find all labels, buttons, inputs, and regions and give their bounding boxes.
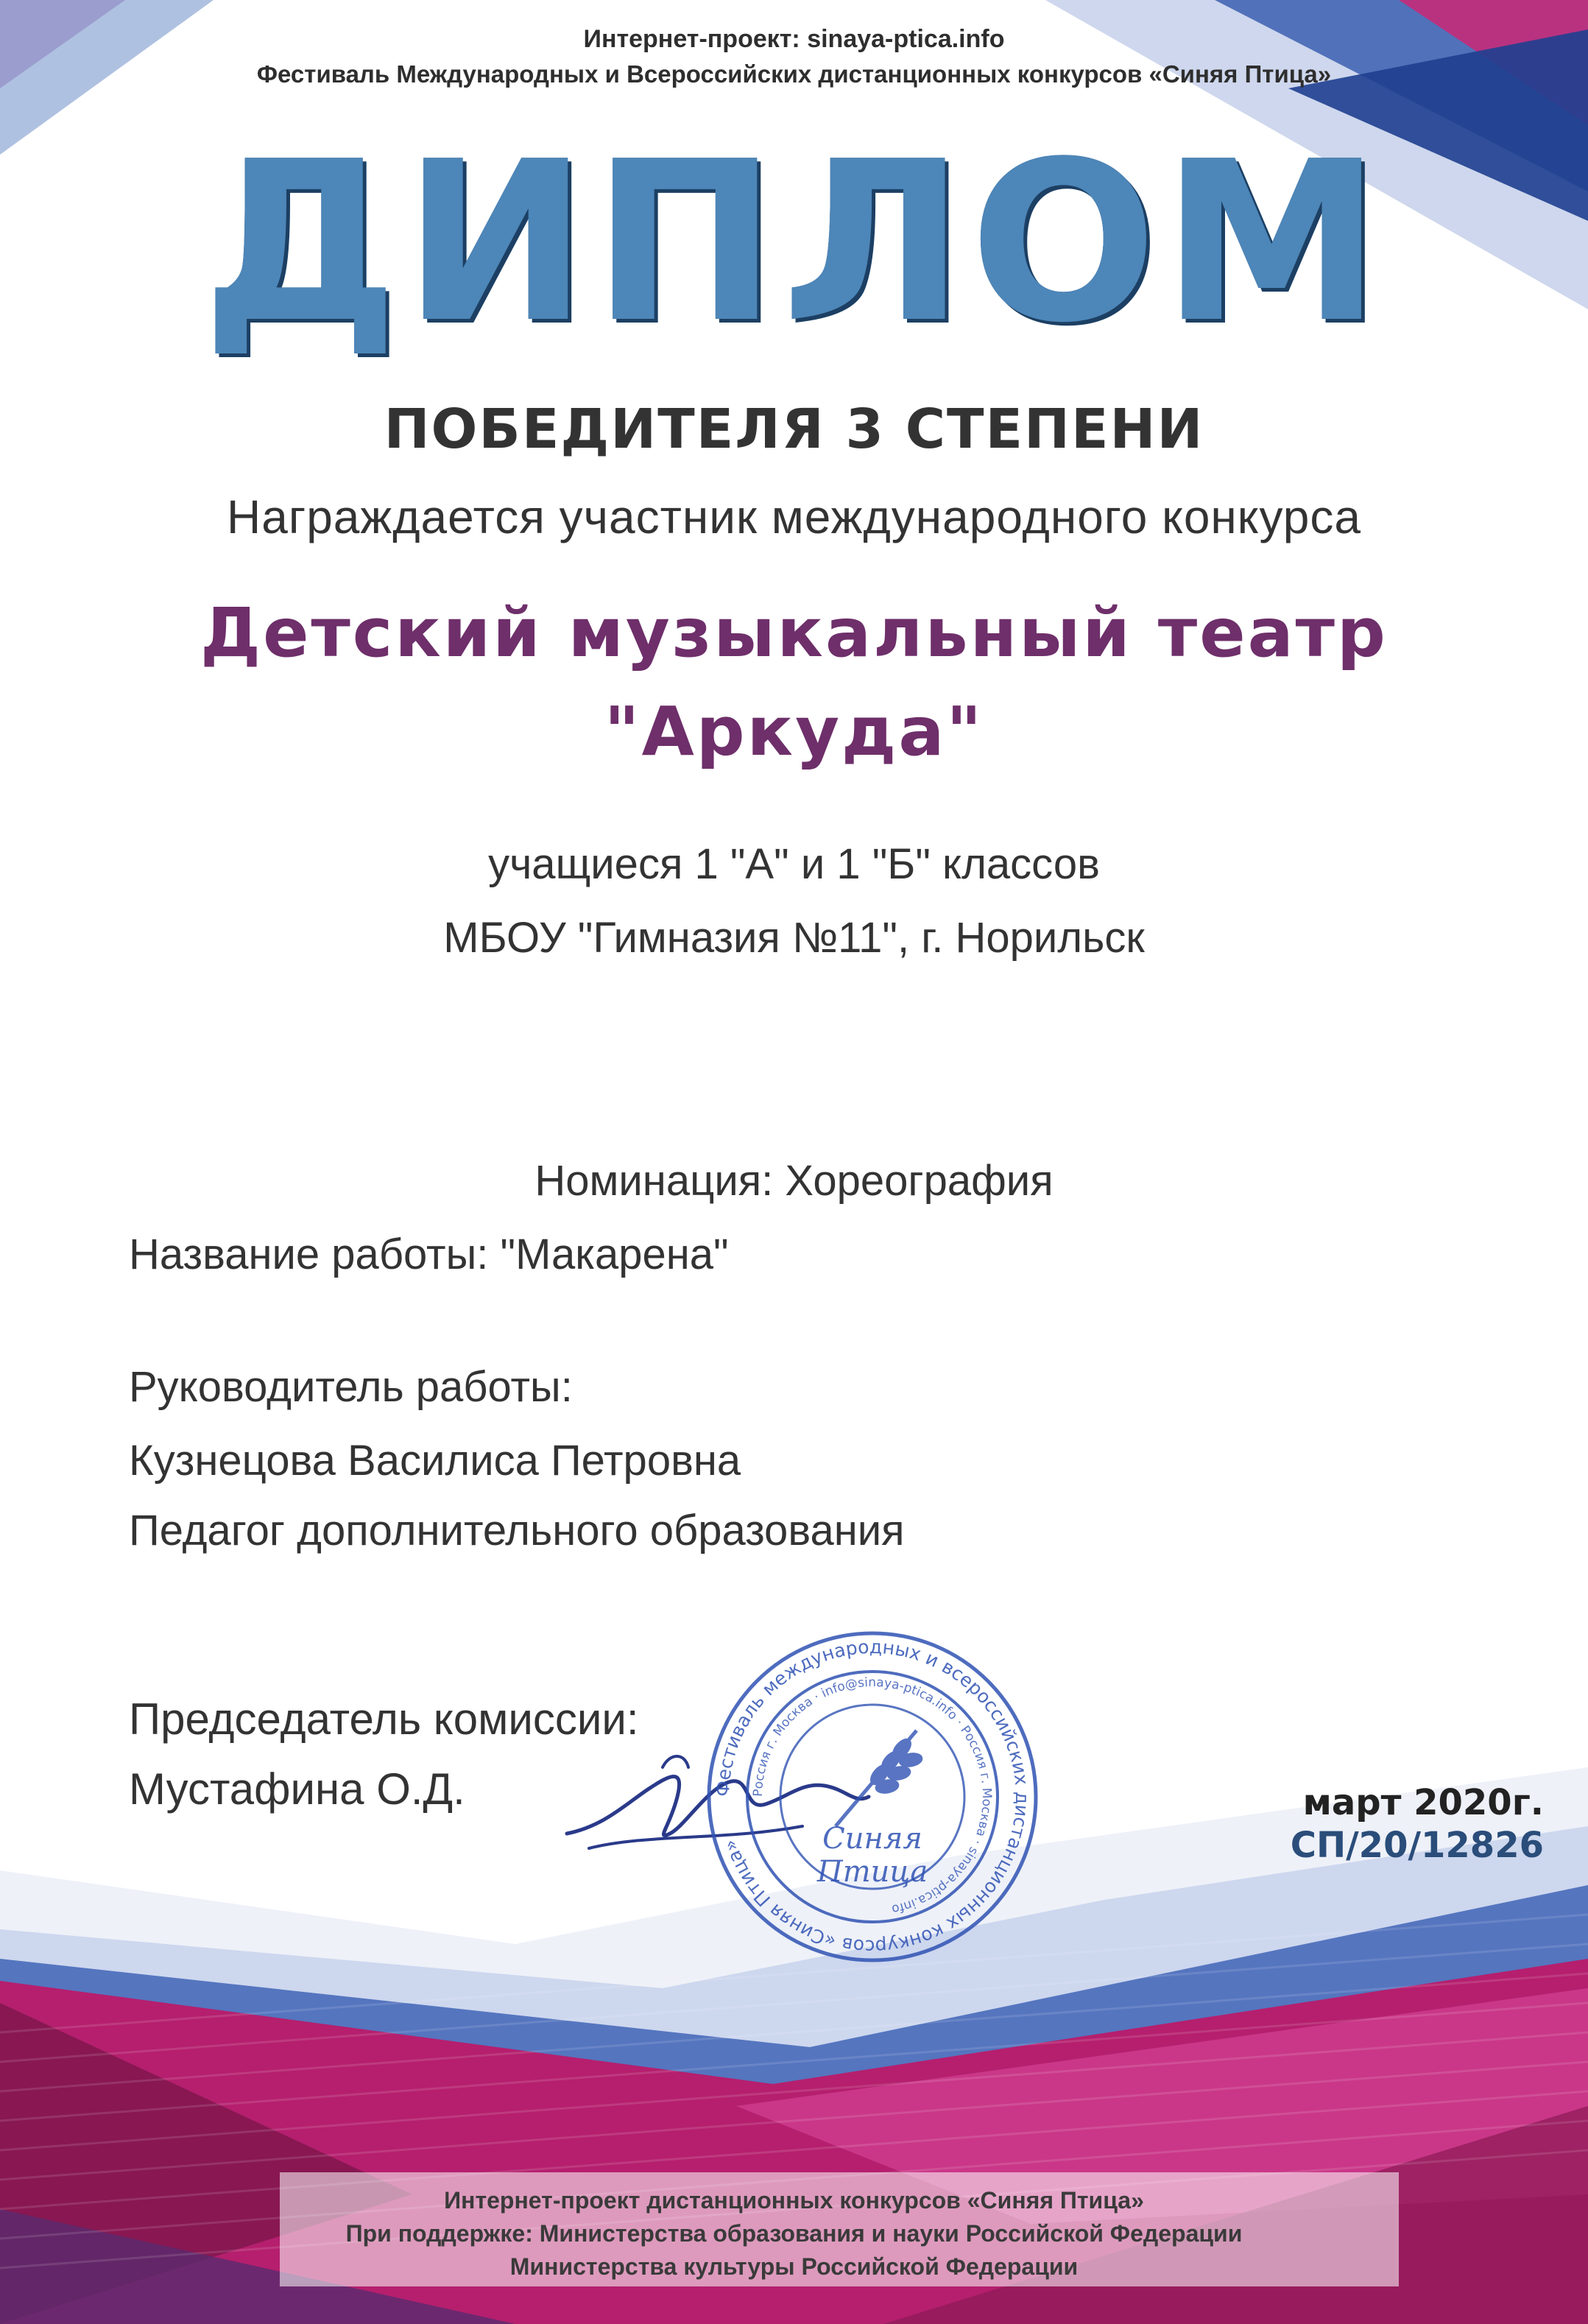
header-project: Интернет-проект: sinaya-ptica.info (583, 25, 1005, 53)
stamp-outer-text: Фестиваль международных и всероссийских дистанционных конкурсов «Синяя Птица» (711, 1635, 1034, 1958)
degree-text: ПОБЕДИТЕЛЯ 3 СТЕПЕНИ (384, 398, 1204, 461)
diploma-title-text: ДИПЛОМ (202, 114, 1386, 371)
stamp-center-line2: Птица (816, 1855, 928, 1889)
footer-line2: При поддержке: Министерства образования и науки Российской Федерации (345, 2220, 1243, 2247)
work-title-text: Название работы: "Макарена" (129, 1230, 729, 1278)
footer-line1: Интернет-проект дистанционных конкурсов «Синяя Птица» (444, 2187, 1144, 2214)
nomination-text: Номинация: Хореография (534, 1157, 1054, 1205)
footer-line3: Министерства культуры Российской Федерации (509, 2253, 1079, 2280)
chair-name: Мустафина О.Д. (129, 1764, 465, 1814)
chair-label: Председатель комиссии: (129, 1694, 639, 1744)
participant-name-line1: Детский музыкальный театр (200, 594, 1388, 672)
stamp-inner-text: Россия г. Москва · info@sinaya-ptica.info · Россия г. Москва · sinaya-ptica.info (750, 1675, 995, 1917)
pupils-text: учащиеся 1 "А" и 1 "Б" классов (488, 840, 1100, 888)
leader-label: Руководитель работы: (129, 1363, 573, 1411)
participant-name-line2: "Аркуда" (604, 692, 984, 771)
issue-date: март 2020г. (1302, 1782, 1544, 1823)
awarded-text: Награждается участник международного конкурса (227, 490, 1361, 543)
header-festival: Фестиваль Международных и Всероссийских дистанционных конкурсов «Синяя Птица» (256, 60, 1332, 88)
stamp-center-line1: Синяя (822, 1822, 922, 1856)
leader-name: Кузнецова Василиса Петровна (129, 1437, 741, 1485)
diploma-title (0, 114, 1588, 371)
diploma-number: СП/20/12826 (1290, 1825, 1544, 1866)
school-text: МБОУ "Гимназия №11", г. Норильск (443, 914, 1145, 962)
stamp-seal-icon (703, 1627, 1042, 1966)
leader-position: Педагог дополнительного образования (129, 1507, 905, 1554)
